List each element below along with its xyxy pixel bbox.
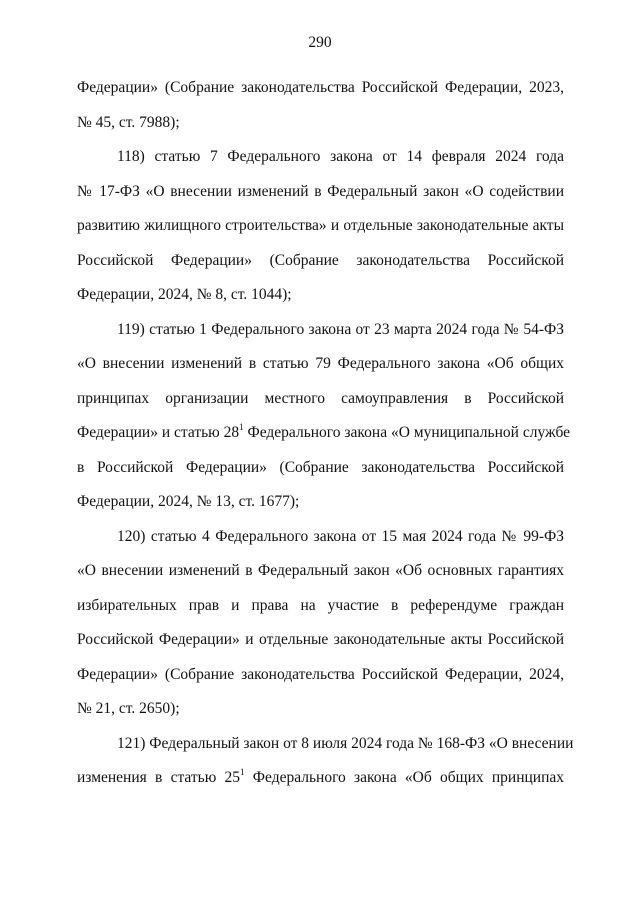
- text-line: Российской Федерации» (Собрание законодательства Российской: [77, 251, 564, 269]
- paragraph-first-line: 121) Федеральный закон от 8 июля 2024 года № 168-ФЗ «О внесении: [117, 734, 574, 752]
- page-number: 290: [308, 34, 332, 51]
- paragraph-first-line: 119) статью 1 Федерального закона от 23 марта 2024 года № 54-ФЗ: [117, 320, 564, 338]
- text-line: в Российской Федерации» (Собрание законодательства Российской: [77, 458, 564, 476]
- text-line: [77, 761, 564, 796]
- text-segment: Федерального закона «О муниципальной службе: [243, 424, 571, 441]
- paragraph-first-line: 120) статью 4 Федерального закона от 15 мая 2024 года № 99-ФЗ: [117, 527, 564, 545]
- text-line: № 17-ФЗ «О внесении изменений в Федеральный закон «О содействии: [77, 182, 564, 200]
- text-line: Федерации, 2024, № 8, ст. 1044);: [77, 286, 292, 303]
- text-segment: Федерации» и статью 28: [77, 424, 240, 441]
- text-line: принципах организации местного самоуправления в Российской: [77, 389, 564, 407]
- text-line: «О внесении изменений в статью 79 Федерального закона «Об общих: [77, 355, 564, 372]
- text-line: развитию жилищного строительства» и отдельные законодательные акты: [77, 217, 564, 234]
- superscript: 1: [240, 767, 245, 777]
- text-line: «О внесении изменений в Федеральный закон «Об основных гарантиях: [77, 562, 564, 579]
- document-body: [77, 71, 574, 796]
- text-line: Федерации» (Собрание законодательства Российской Федерации, 2024,: [77, 665, 564, 683]
- text-line: Федерации, 2024, № 13, ст. 1677);: [77, 493, 300, 510]
- text-line: Федерации» (Собрание законодательства Российской Федерации, 2023,: [77, 79, 564, 96]
- text-segment: изменения в статью 25: [77, 769, 241, 786]
- text-line: избирательных прав и права на участие в референдуме граждан: [77, 596, 564, 614]
- text-segment: Федерального закона «Об общих принципах: [244, 769, 564, 786]
- text-line: № 21, ст. 2650);: [77, 700, 180, 717]
- text-line: [77, 416, 571, 451]
- superscript: 1: [239, 422, 244, 432]
- text-line: Российской Федерации» и отдельные законодательные акты Российской: [77, 631, 564, 648]
- paragraph-first-line: 118) статью 7 Федерального закона от 14 февраля 2024 года: [117, 148, 564, 165]
- text-line: № 45, ст. 7988);: [77, 113, 180, 131]
